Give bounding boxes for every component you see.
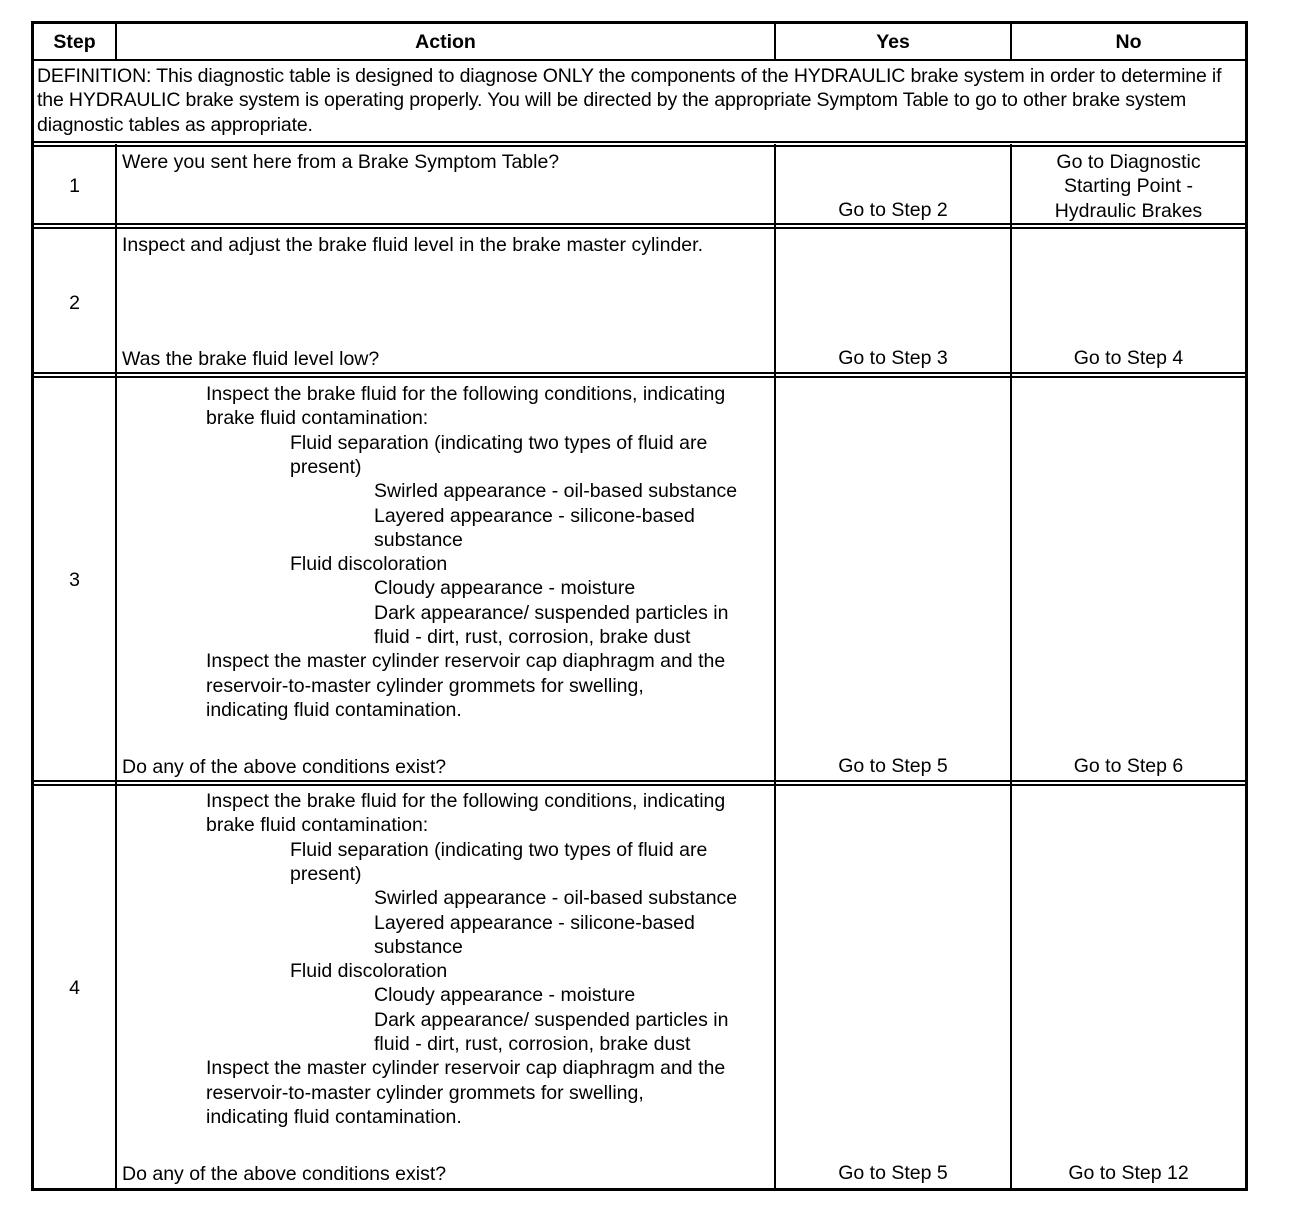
inspection-line: reservoir-to-master cylinder grommets for swelling, [206, 674, 644, 697]
inspection-line: Inspect the master cylinder reservoir cap diaphragm and the [206, 1057, 726, 1080]
inspection-line: present) [290, 862, 362, 885]
header-no: No [1115, 31, 1142, 53]
divider [1010, 144, 1012, 1191]
inspection-line: Swirled appearance - oil-based substance [374, 887, 738, 910]
step-number: 1 [69, 175, 80, 197]
no-action-line: Starting Point - [1064, 175, 1193, 198]
inspection-line: indicating fluid contamination. [206, 1105, 462, 1128]
no-action: Go to Step 4 [1073, 347, 1184, 369]
diagnostic-table [31, 21, 1248, 1191]
inspection-line: fluid - dirt, rust, corrosion, brake dust [374, 626, 691, 648]
question-text: Was the brake fluid level low? [122, 348, 380, 370]
inspection-line: substance [374, 528, 463, 551]
no-action-line: Go to Diagnostic [1056, 151, 1201, 173]
inspection-line: brake fluid contamination: [206, 407, 429, 430]
inspection-line: present) [290, 455, 362, 478]
step-number: 4 [69, 977, 80, 999]
inspection-line: Dark appearance/ suspended particles in [374, 601, 729, 624]
inspection-line: Inspect the brake fluid for the following conditions, indicating [206, 383, 726, 405]
question-text: Do any of the above conditions exist? [122, 1163, 447, 1185]
inspection-line: Dark appearance/ suspended particles in [374, 1008, 729, 1031]
inspection-line: Cloudy appearance - moisture [374, 577, 636, 600]
header-action: Action [415, 31, 476, 53]
divider [34, 141, 1245, 147]
inspection-line: Fluid discoloration [290, 553, 448, 576]
divider [34, 223, 1245, 229]
instruction-text: Inspect and adjust the brake fluid level in the brake master cylinder. [122, 234, 703, 256]
yes-action: Go to Step 3 [838, 347, 948, 369]
inspection-line: Layered appearance - silicone-based [374, 504, 695, 527]
step-number: 3 [69, 569, 80, 591]
definition-text: DEFINITION: This diagnostic table is designed to diagnose ONLY the components of the HYDRAULIC brake system in order to determine if the HYDRAULIC brake system is operating properly. You will be directed by the appropriate Symptom Table to go to other brake system diagnostic tables as appropriate. [37, 65, 1222, 136]
inspection-line: Inspect the master cylinder reservoir cap diaphragm and the [206, 650, 726, 673]
inspection-line: Fluid separation (indicating two types of fluid are [290, 431, 708, 454]
question-text: Do any of the above conditions exist? [122, 756, 447, 778]
divider [34, 372, 1245, 378]
yes-action: Go to Step 5 [838, 755, 948, 777]
inspection-line: brake fluid contamination: [206, 814, 429, 837]
yes-action: Go to Step 2 [838, 199, 948, 221]
inspection-line: substance [374, 935, 463, 958]
no-action [1012, 150, 1245, 223]
divider [34, 780, 1245, 786]
inspection-line: Fluid discoloration [290, 960, 448, 983]
inspection-line: Swirled appearance - oil-based substance [374, 480, 738, 503]
yes-action: Go to Step 5 [838, 1162, 948, 1184]
divider [115, 144, 117, 1191]
no-action: Go to Step 6 [1073, 755, 1184, 777]
divider [34, 59, 1245, 61]
question-text: Were you sent here from a Brake Symptom Table? [122, 151, 560, 173]
inspection-line: Fluid separation (indicating two types of fluid are [290, 838, 708, 861]
step-number: 2 [69, 292, 80, 314]
inspection-line: fluid - dirt, rust, corrosion, brake dust [374, 1033, 691, 1055]
divider [774, 144, 776, 1191]
header-step: Step [53, 31, 96, 53]
inspection-line: Cloudy appearance - moisture [374, 984, 636, 1007]
inspection-line: reservoir-to-master cylinder grommets for swelling, [206, 1081, 644, 1104]
inspection-line: indicating fluid contamination. [206, 698, 462, 721]
no-action-line: Hydraulic Brakes [1054, 199, 1203, 222]
inspection-line: Layered appearance - silicone-based [374, 911, 695, 934]
header-yes: Yes [876, 31, 910, 53]
no-action: Go to Step 12 [1068, 1162, 1189, 1184]
inspection-line: Inspect the brake fluid for the following conditions, indicating [206, 790, 726, 812]
